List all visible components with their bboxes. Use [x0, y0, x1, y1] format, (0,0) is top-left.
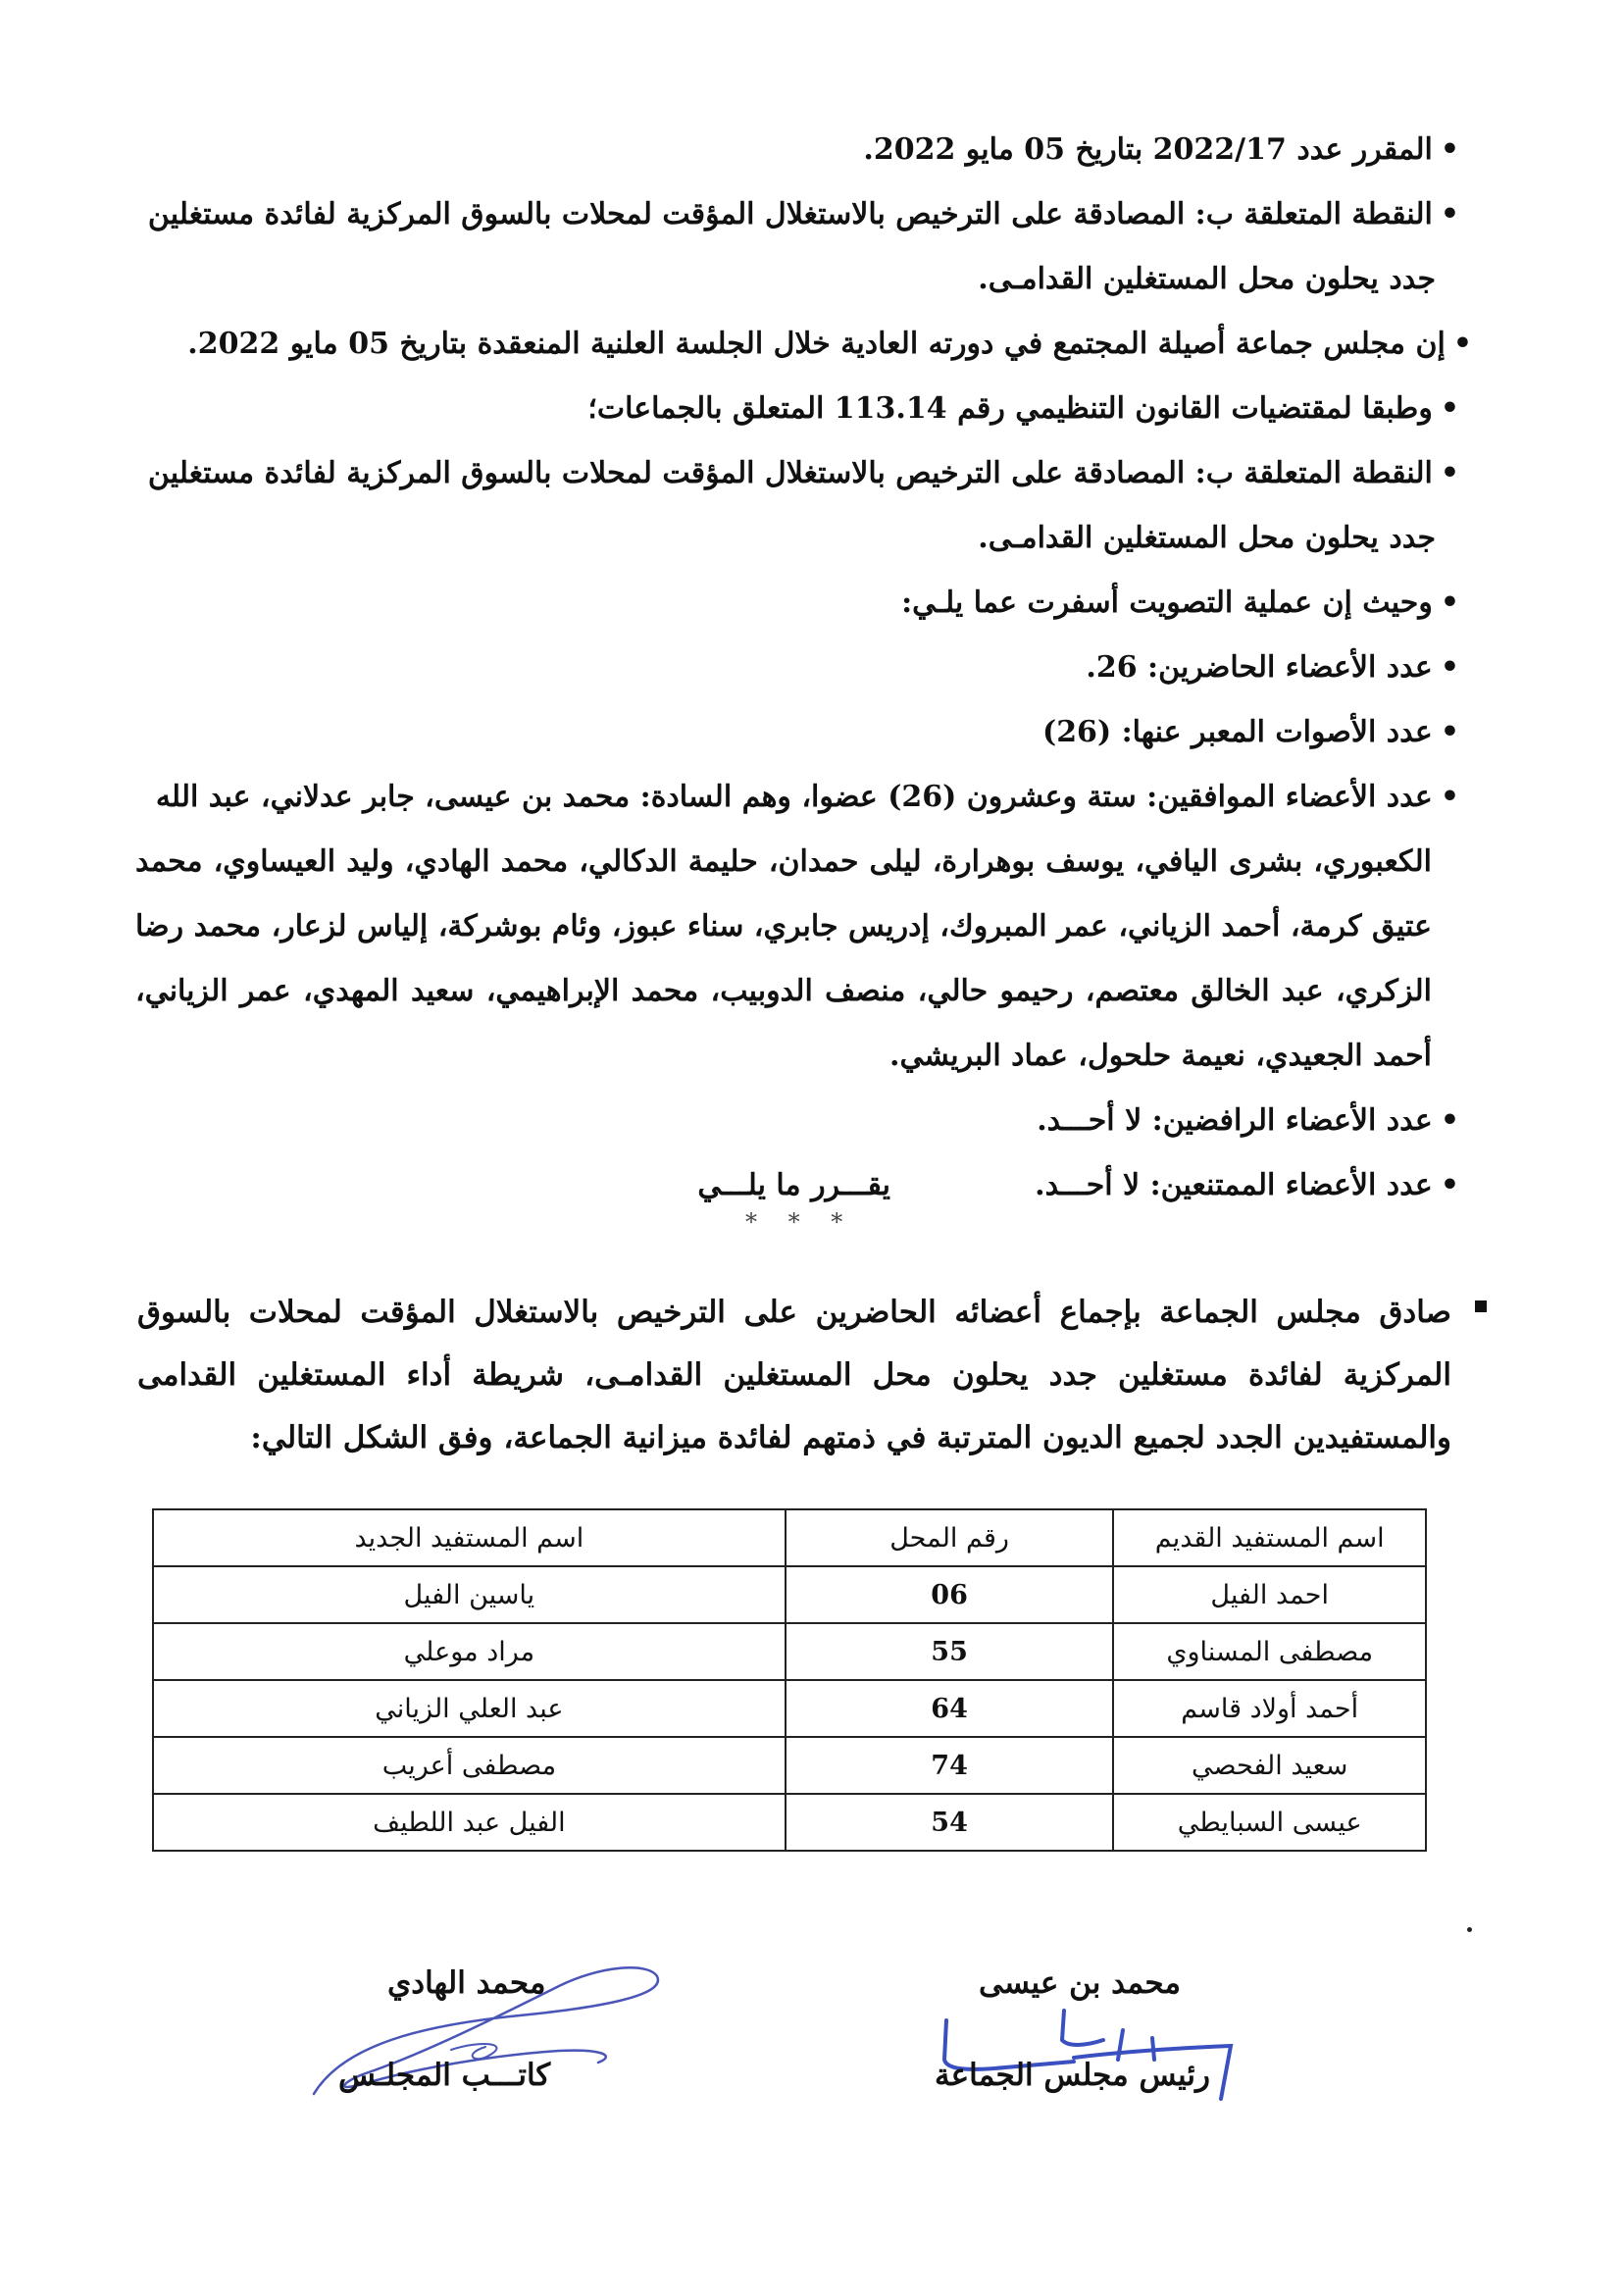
- agenda-point-2-continuation: جدد يحلون محل المستغلين القدامـى.: [978, 521, 1436, 555]
- present-members-text: عدد الأعضاء الحاضرين: 26.: [1086, 650, 1433, 685]
- table-row: [153, 1794, 1426, 1851]
- table-row: [153, 1623, 1426, 1680]
- members-in-favor-names: الكعبوري، بشرى اليافي، يوسف بوهرارة، ليلى حمدان، حليمة الدكالي، محمد الهادي، وليد العيساوي، محمد عتيق كرمة، أحمد الزياني، عمر المبروك، إدريس جابري، سناء عبوز، وئام بوشركة، إلياس لزعار، محمد رضا الزكري، عبد الخالق معتصم، رحيمو حالي، منصف الدوبيب، محمد الإبراهيمي، سعيد المهدي، عمر الزياني، أحمد الجعيدي، نعيمة حلحول، عماد البريشي.: [135, 844, 1432, 1073]
- shop-number-cell: 64: [786, 1680, 1114, 1737]
- members-rejecting-text: عدد الأعضاء الرافضين: لا أحـــد.: [1037, 1103, 1433, 1138]
- table-row: [153, 1680, 1426, 1737]
- resolution-text: صادق مجلس الجماعة بإجماع أعضائه الحاضرين على الترخيص بالاستغلال المؤقت لمحلات بالسوق المركزية لفائدة مستغلين جدد يحلون محل المستغلين القدامـى، شريطة أداء المستغلين القدامى والمستفيدين الجدد لجميع الديون المترتبة في ذمتهم لفائدة ميزانية الجماعة، وفق الشكل التالي:: [137, 1295, 1451, 1455]
- new-beneficiary-cell: الفيل عبد اللطيف: [153, 1794, 786, 1851]
- shop-number-cell: 55: [786, 1623, 1114, 1680]
- voting-intro-text: وحيث إن عملية التصويت أسفرت عما يلـي:: [901, 586, 1433, 620]
- old-beneficiary-cell: سعيد الفحصي: [1113, 1737, 1426, 1794]
- new-beneficiary-cell: ياسين الفيل: [153, 1566, 786, 1623]
- old-beneficiary-cell: أحمد أولاد قاسم: [1113, 1680, 1426, 1737]
- beneficiaries-table: [152, 1508, 1427, 1852]
- agenda-point-2: [135, 441, 1459, 571]
- members-rejecting: [135, 1089, 1459, 1153]
- votes-cast: [135, 700, 1459, 765]
- new-beneficiary-cell: مراد موعلي: [153, 1623, 786, 1680]
- header-shop-number: رقم المحل: [786, 1509, 1114, 1566]
- stray-dot: [1467, 1927, 1472, 1932]
- president-name: محمد بن عيسى: [979, 1965, 1181, 2001]
- shop-number-cell: 54: [786, 1794, 1114, 1851]
- old-beneficiary-cell: احمد الفيل: [1113, 1566, 1426, 1623]
- secretary-title: كاتـــب المجلـس: [338, 2058, 551, 2093]
- table-header-row: [153, 1509, 1426, 1566]
- square-bullet-icon: [1475, 1300, 1487, 1312]
- section-separator: * * *: [745, 1208, 855, 1236]
- voting-intro: [135, 571, 1459, 636]
- present-members: [135, 636, 1459, 700]
- decides-heading: يقـــرر ما يلـــي: [697, 1168, 890, 1202]
- members-in-favor-intro: عدد الأعضاء الموافقين: ستة وعشرون (26) عضوا، وهم السادة: محمد بن عيسى، جابر عدلاني، عبد الله: [155, 780, 1433, 814]
- header-new-beneficiary: اسم المستفيد الجديد: [153, 1509, 786, 1566]
- decision-reference: [135, 118, 1459, 182]
- table-row: [153, 1566, 1426, 1623]
- members-in-favor: [135, 765, 1459, 1089]
- agenda-point-1-continuation: جدد يحلون محل المستغلين القدامـى.: [978, 262, 1436, 296]
- legal-basis: [135, 377, 1459, 441]
- new-beneficiary-cell: مصطفى أعريب: [153, 1737, 786, 1794]
- president-title: رئيس مجلس الجماعة: [935, 2058, 1211, 2093]
- table-row: [153, 1737, 1426, 1794]
- header-old-beneficiary: اسم المستفيد القديم: [1113, 1509, 1426, 1566]
- agenda-point-2-text: النقطة المتعلقة ب: المصادقة على الترخيص بالاستغلال المؤقت لمحلات بالسوق المركزية لفائدة مستغلين: [147, 456, 1433, 490]
- shop-number-cell: 74: [786, 1737, 1114, 1794]
- members-abstaining-text: عدد الأعضاء الممتنعين: لا أحـــد.: [1035, 1168, 1433, 1202]
- old-beneficiary-cell: مصطفى المسناوي: [1113, 1623, 1426, 1680]
- legal-basis-text: وطبقا لمقتضيات القانون التنظيمي رقم 113.14 المتعلق بالجماعات؛: [587, 391, 1433, 426]
- old-beneficiary-cell: عيسى السبايطي: [1113, 1794, 1426, 1851]
- agenda-point-1: [135, 182, 1459, 312]
- new-beneficiary-cell: عبد العلي الزياني: [153, 1680, 786, 1737]
- agenda-point-1-text: النقطة المتعلقة ب: المصادقة على الترخيص بالاستغلال المؤقت لمحلات بالسوق المركزية لفائدة مستغلين: [147, 197, 1433, 231]
- decision-reference-text: المقرر عدد 2022/17 بتاريخ 05 مايو 2022.: [863, 132, 1433, 167]
- council-session-text: إن مجلس جماعة أصيلة المجتمع في دورته العادية خلال الجلسة العلنية المنعقدة بتاريخ 05 مايو 2022.: [187, 327, 1446, 361]
- shop-number-cell: 06: [786, 1566, 1114, 1623]
- votes-cast-text: عدد الأصوات المعبر عنها: (26): [1041, 715, 1433, 749]
- secretary-name: محمد الهادي: [387, 1965, 546, 2001]
- council-session: [148, 312, 1472, 377]
